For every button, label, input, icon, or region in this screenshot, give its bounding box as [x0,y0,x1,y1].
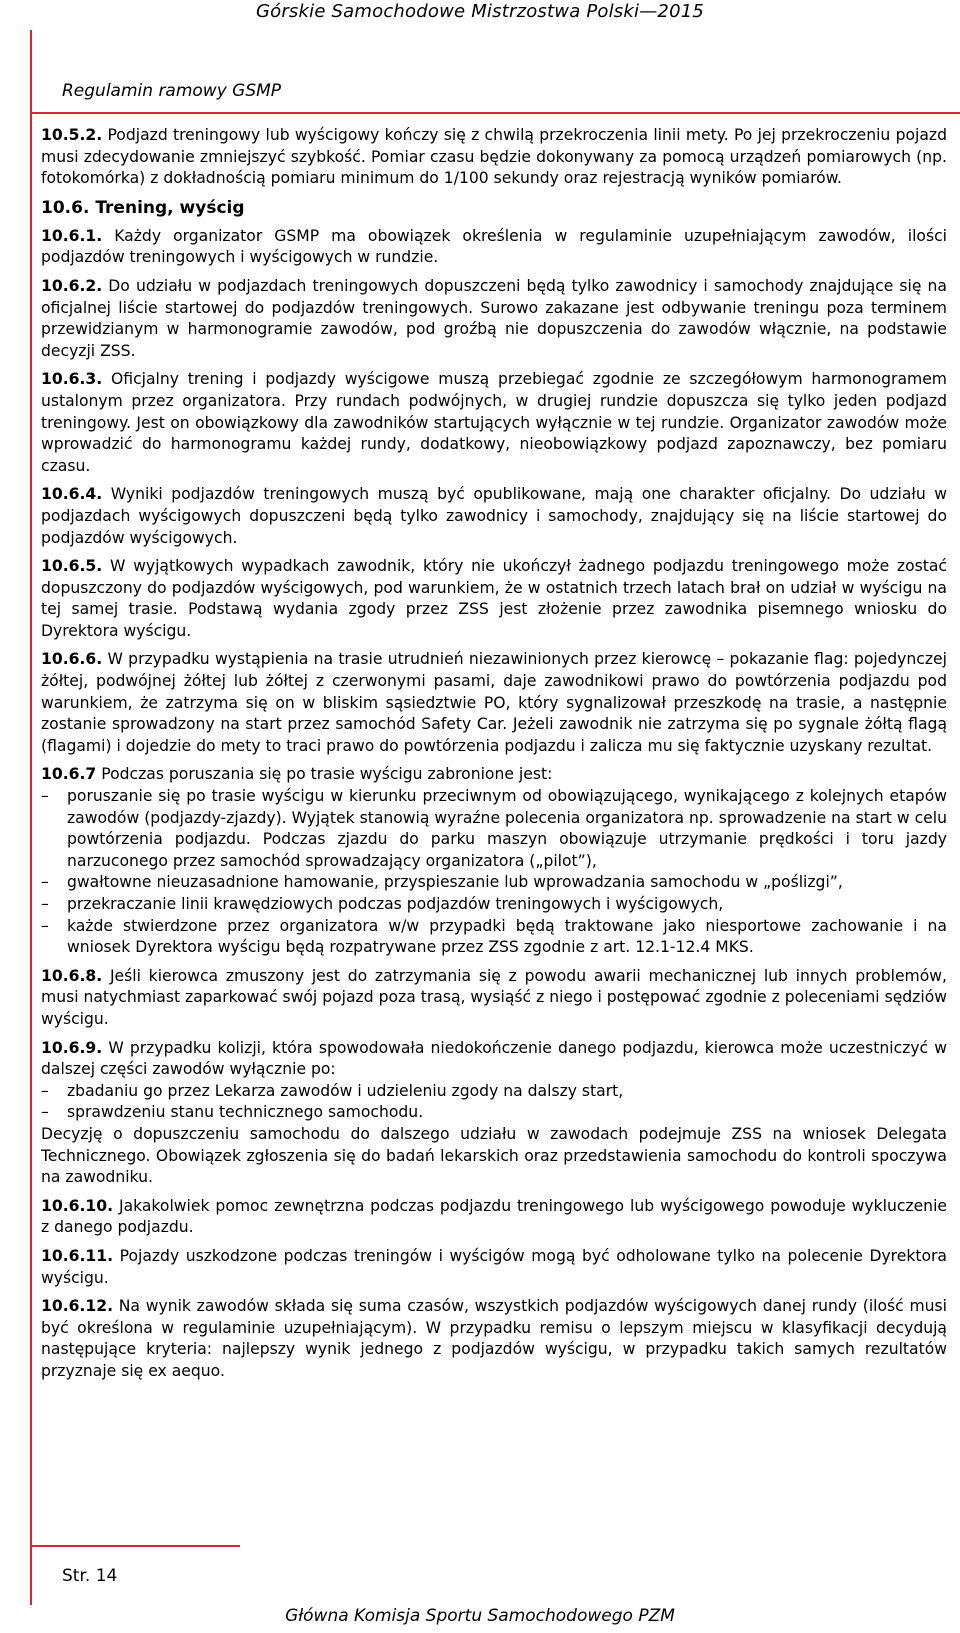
paragraph-number: 10.6.10. [41,1196,114,1215]
paragraph-number: 10.6.6. [41,650,103,669]
paragraph-10-6-9-after: Decyzję o dopuszczeniu samochodu do dalszego udziału w zawodach podejmuje ZSS na wniosek Delegata Technicznego. Obowiązek zgłoszenia się do badań lekarskich oraz przedstawienia samochodu do kontroli spoczywa na zawodniku. [41,1124,947,1187]
running-header-subtitle: Regulamin ramowy GSMP [62,81,282,101]
paragraph-10-5-2 [41,125,947,190]
page-number: Str. 14 [62,1566,118,1586]
paragraph-10-6-2 [41,276,947,362]
dash-bullet: – [41,1103,49,1122]
section-heading: 10.6. Trening, wyścig [41,197,245,218]
paragraph-10-6-1 [41,226,947,269]
prohibited-actions-list [41,786,947,959]
list-item [41,916,947,959]
paragraph-number: 10.6.12. [41,1297,114,1316]
paragraph-text: W wyjątkowych wypadkach zawodnik, który nie ukończył żadnego podjazdu treningowego może zostać dopuszczony do podjazdów wyścigowych, pod warunkiem, że w ostatnich trzech latach brał on udział w wyścigu na tej samej trasie. Podstawą wydania zgody przez ZSS jest złożenie przez zawodnika pisemnego wniosku do Dyrektora wyścigu. [41,557,947,640]
list-item [41,1081,947,1103]
list-item [41,786,947,872]
collision-conditions-list [41,1081,947,1124]
paragraph-text: Podczas poruszania się po trasie wyścigu zabronione jest: [101,765,553,784]
paragraph-number: 10.6.9. [41,1038,103,1057]
paragraph-10-6-9 [41,1038,947,1081]
paragraph-text: Na wynik zawodów składa się suma czasów, wszystkich podjazdów wyścigowych danej rundy (ilość musi być określona w regulaminie uzupełniającym). W przypadku remisu o lepszym miejscu w klasyfikacji decydują następujące kryteria: najlepszy wynik jednego z podjazdów wyścigu, w przypadku takich samych rezultatów przyznaje się ex aequo. [41,1297,947,1380]
dash-bullet: – [41,873,49,892]
paragraph-text: Jakakolwiek pomoc zewnętrzna podczas podjazdu treningowego lub wyścigowego powoduje wykluczenie z danego podjazdu. [41,1196,947,1237]
paragraph-number: 10.5.2. [41,126,103,144]
paragraph-text: Oficjalny trening i podjazdy wyścigowe muszą przebiegać zgodnie ze szczegółowym harmonogramem ustalonym przez organizatora. Przy rundach podwójnych, w drugiej rundzie dopuszcza się tylko jeden podjazd treningowy. Jest on obowiązkowy dla zawodników startujących wyłącznie w tej rundzie. Organizator zawodów może wprowadzić do harmonogramu każdej rundy, dodatkowy, nieobowiązkowy podjazd zapoznawczy, bez pomiaru czasu. [41,370,947,475]
margin-rule-vertical [30,30,32,1605]
list-item [41,1102,947,1124]
list-item-text: sprawdzeniu stanu technicznego samochodu. [67,1103,424,1122]
paragraph-text: Jeśli kierowca zmuszony jest do zatrzymania się z powodu awarii mechanicznej lub innych problemów, musi natychmiast zaparkować swój pojazd poza trasą, wysiąść z niego i postępować zgodnie z poleceniami sędziów wyścigu. [41,966,947,1028]
paragraph-10-6-8 [41,966,947,1031]
dash-bullet: – [41,916,49,935]
paragraph-text: W przypadku kolizji, która spowodowała niedokończenie danego podjazdu, kierowca może uczestniczyć w dalszej części zawodów wyłącznie po: [41,1038,947,1079]
paragraph-10-6-5 [41,556,947,642]
paragraph-number: 10.6.1. [41,226,103,245]
paragraph-10-6-10 [41,1196,947,1239]
paragraph-text: Wyniki podjazdów treningowych muszą być opublikowane, mają one charakter oficjalny. Do udziału w podjazdach wyścigowych dopuszczeni będą tylko zawodnicy i samochody, znajdujący się na liście startowej do podjazdów wyścigowych. [41,485,947,547]
running-footer: Główna Komisja Sportu Samochodowego PZM [285,1606,675,1626]
paragraph-10-6-7 [41,764,947,786]
list-item-text: przekraczanie linii krawędziowych podczas podjazdów treningowych i wyścigowych, [67,895,724,913]
paragraph-10-6-11 [41,1246,947,1289]
paragraph-number: 10.6.7 [41,765,97,784]
list-item-text: zbadaniu go przez Lekarza zawodów i udzieleniu zgody na dalszy start, [67,1081,624,1100]
list-item-text: gwałtowne nieuzasadnione hamowanie, przyspieszanie lub wprowadzania samochodu w „poślizgi”, [67,873,843,892]
paragraph-text: Każdy organizator GSMP ma obowiązek określenia w regulaminie uzupełniającym zawodów, ilości podjazdów treningowych i wyścigowych w rundzie. [41,226,947,267]
list-item-text: każde stwierdzone przez organizatora w/w przypadki będą traktowane jako niesportowe zachowanie i na wniosek Dyrektora wyścigu będą rozpatrywane przez ZSS zgodnie z art. 12.1-12.4 MKS. [67,916,947,957]
paragraph-number: 10.6.4. [41,485,103,504]
paragraph-10-6-3 [41,369,947,477]
document-body [41,125,947,1389]
paragraph-number: 10.6.11. [41,1246,114,1265]
list-item-text: poruszanie się po trasie wyścigu w kierunku przeciwnym od obowiązującego, wynikającego z kolejnych etapów zawodów (podjazdy-zjazdy). Wyjątek stanowią wyraźne polecenia organizatora np. sprowadzenie na start w celu powtórzenia podjazdu. Podczas zjazdu do parku maszyn obowiązuje utrzymanie prędkości i toru jazdy narzuconego przez samochód sprowadzający organizatora („pilot”), [67,787,947,870]
paragraph-number: 10.6.2. [41,276,103,295]
paragraph-text: W przypadku wystąpienia na trasie utrudnień niezawinionych przez kierowcę – pokazanie flag: pojedynczej żółtej, podwójnej żółtej lub żółtej z czerwonymi pasami, daje zawodnikowi prawo do powtórzenia podjazdu pod warunkiem, że zatrzyma się on w bliskim sąsiedztwie PO, który sygnalizował przeszkodę na trasie, a następnie zostanie sprowadzony na start przez samochód Safety Car. Jeżeli zawodnik nie zatrzyma się po sygnale żółtą flagą (flagami) i dojedzie do mety to traci prawo do powtórzenia podjazdu i zalicza mu się faktycznie uzyskany rezultat. [41,650,947,755]
list-item [41,872,947,894]
header-rule [30,112,960,114]
footer-rule [30,1545,240,1547]
list-item [41,894,947,916]
paragraph-10-6-12 [41,1296,947,1382]
paragraph-number: 10.6.5. [41,557,103,576]
running-header-title: Górskie Samochodowe Mistrzostwa Polski—2015 [255,1,705,22]
paragraph-10-6-6 [41,649,947,757]
paragraph-text: Pojazdy uszkodzone podczas treningów i wyścigów mogą być odholowane tylko na polecenie Dyrektora wyścigu. [41,1246,947,1287]
paragraph-number: 10.6.3. [41,370,103,389]
paragraph-10-6-4 [41,484,947,549]
paragraph-number: 10.6.8. [41,966,103,985]
paragraph-text: Podjazd treningowy lub wyścigowy kończy się z chwilą przekroczenia linii mety. Po jej przekroczeniu pojazd musi zdecydowanie zmniejszyć szybkość. Pomiar czasu będzie dokonywany za pomocą urządzeń pomiarowych (np. fotokomórka) z dokładnością pomiaru minimum do 1/100 sekundy oraz rejestracją wyników pomiarów. [41,126,947,188]
dash-bullet: – [41,787,49,806]
dash-bullet: – [41,1081,49,1100]
dash-bullet: – [41,895,49,913]
paragraph-text: Do udziału w podjazdach treningowych dopuszczeni będą tylko zawodnicy i samochody znajdujące się na oficjalnej liście startowej do podjazdów treningowych. Surowo zakazane jest odbywanie treningu poza terminem przewidzianym w harmonogramie zawodów, pod groźbą nie dopuszczenia do zawodów włącznie, na podstawie decyzji ZSS. [41,276,947,360]
